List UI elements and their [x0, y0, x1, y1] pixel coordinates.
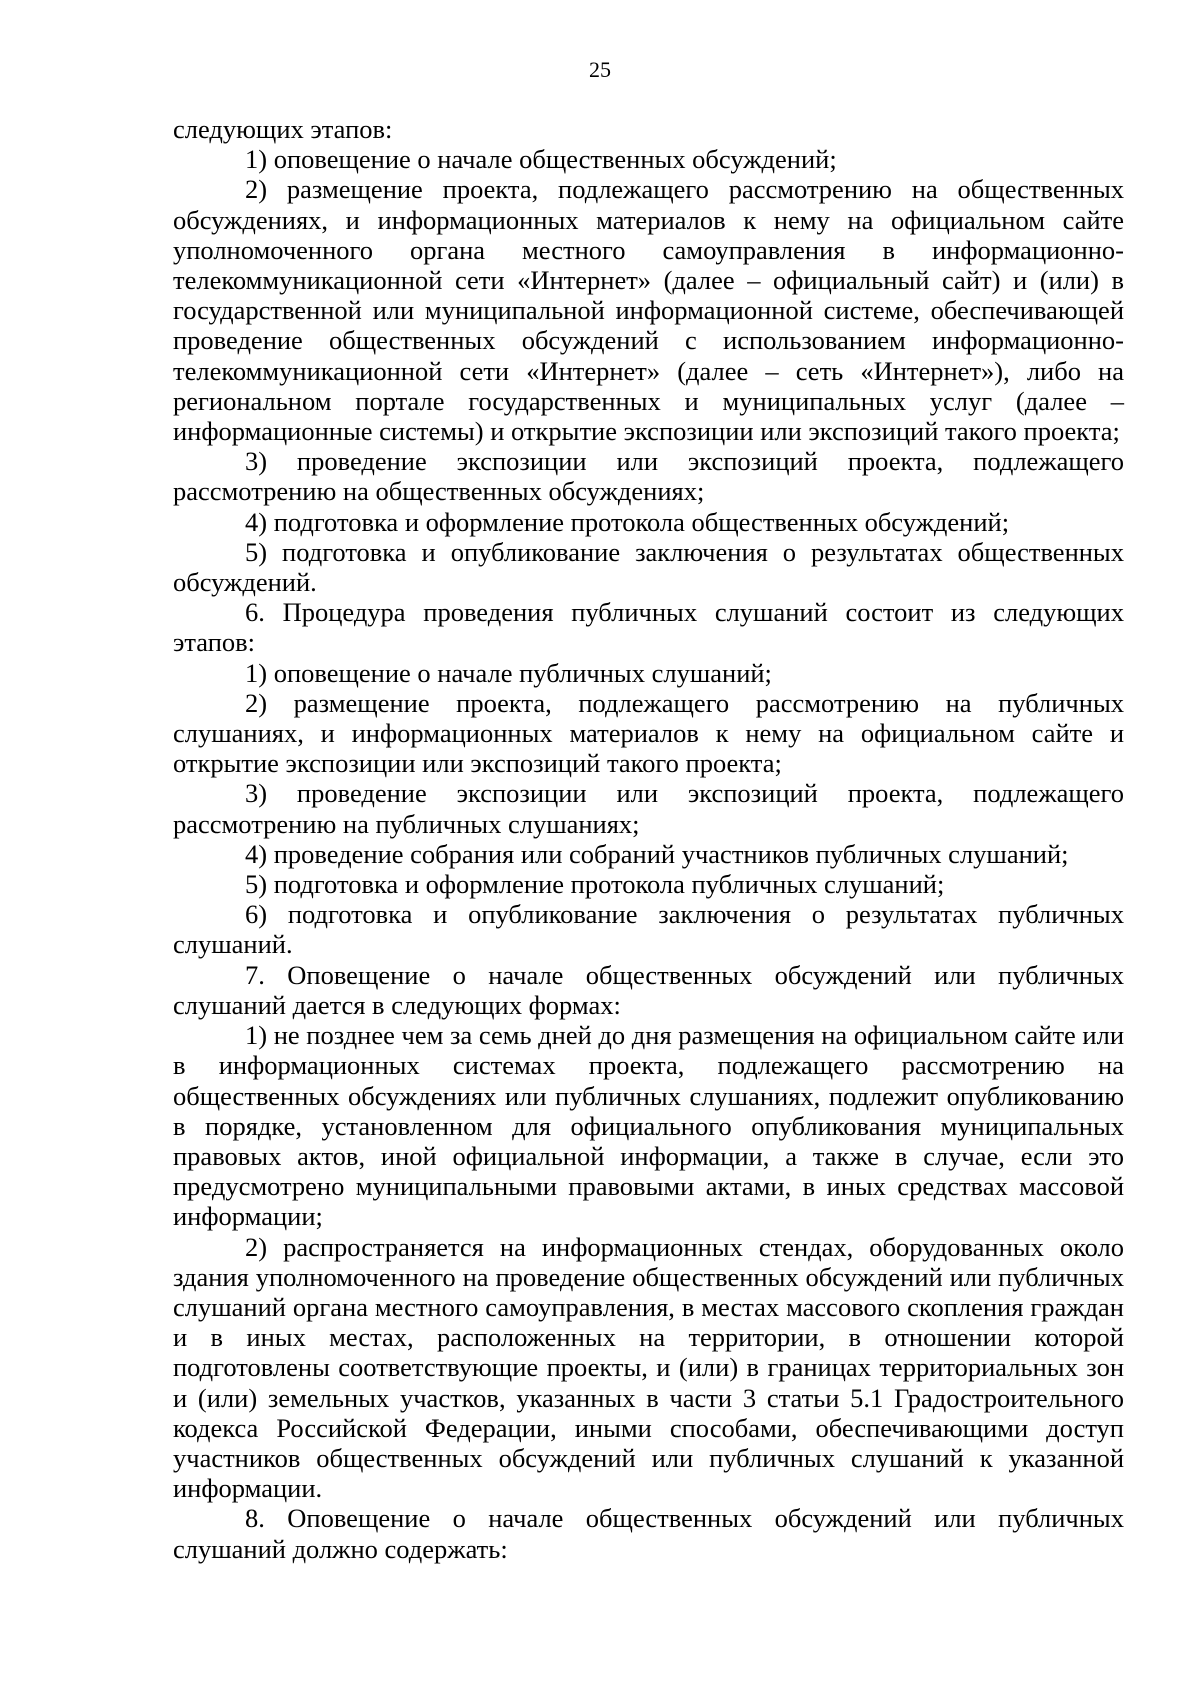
list-item: 2) размещение проекта, подлежащего рассмотрению на общественных обсуждениях, и информационных материалов к нему на официальном сайте уполномоченного органа местного самоуправления в информационно-телекоммуникационной сети «Интернет» (далее – официальный сайт) и (или) в государственной или муниципальной информационной системе, обеспечивающей проведение общественных обсуждений с использованием информационно-телекоммуникационной сети «Интернет» (далее – сеть «Интернет»), либо на региональном портале государственных и муниципальных услуг (далее – информационные системы) и открытие экспозиции или экспозиций такого проекта; — [173, 174, 1124, 447]
list-item: 1) не позднее чем за семь дней до дня размещения на официальном сайте или в информационных системах проекта, подлежащего рассмотрению на общественных обсуждениях или публичных слушаниях, подлежит опубликованию в порядке, установленном для официального опубликования муниципальных правовых актов, иной официальной информации, а также в случае, если это предусмотрено муниципальными правовыми актами, в иных средствах массовой информации; — [173, 1020, 1124, 1232]
clause-8: 8. Оповещение о начале общественных обсуждений или публичных слушаний должно содержать: — [173, 1503, 1124, 1564]
list-item: 2) распространяется на информационных стендах, оборудованных около здания уполномоченного на проведение общественных обсуждений или публичных слушаний органа местного самоуправления, в местах массового скопления граждан и в иных местах, расположенных на территории, в отношении которой подготовлены соответствующие проекты, и (или) в границах территориальных зон и (или) земельных участков, указанных в части 3 статьи 5.1 Градостроительного кодекса Российской Федерации, иными способами, обеспечивающими доступ участников общественных обсуждений или публичных слушаний к указанной информации. — [173, 1231, 1124, 1504]
clause-6: 6. Процедура проведения публичных слушаний состоит из следующих этапов: — [173, 597, 1124, 658]
list-item: 4) подготовка и оформление протокола общественных обсуждений; — [245, 506, 1010, 537]
clause-7: 7. Оповещение о начале общественных обсуждений или публичных слушаний дается в следующих формах: — [173, 959, 1124, 1020]
document-body — [173, 114, 1124, 1564]
list-item: 3) проведение экспозиции или экспозиций проекта, подлежащего рассмотрению на общественных обсуждениях; — [173, 446, 1124, 507]
list-item: 4) проведение собрания или собраний участников публичных слушаний; — [245, 838, 1069, 869]
list-item: 3) проведение экспозиции или экспозиций проекта, подлежащего рассмотрению на публичных слушаниях; — [173, 778, 1124, 839]
page-number: 25 — [589, 57, 611, 82]
paragraph-continuation: следующих этапов: — [173, 114, 393, 144]
list-item: 1) оповещение о начале общественных обсуждений; — [245, 144, 837, 175]
list-item: 2) размещение проекта, подлежащего рассмотрению на публичных слушаниях, и информационных материалов к нему на официальном сайте и открытие экспозиции или экспозиций такого проекта; — [173, 687, 1124, 779]
list-item: 6) подготовка и опубликование заключения о результатах публичных слушаний. — [173, 899, 1124, 960]
list-item: 1) оповещение о начале публичных слушаний; — [245, 657, 772, 688]
list-item: 5) подготовка и оформление протокола публичных слушаний; — [245, 869, 945, 900]
list-item: 5) подготовка и опубликование заключения о результатах общественных обсуждений. — [173, 536, 1124, 598]
